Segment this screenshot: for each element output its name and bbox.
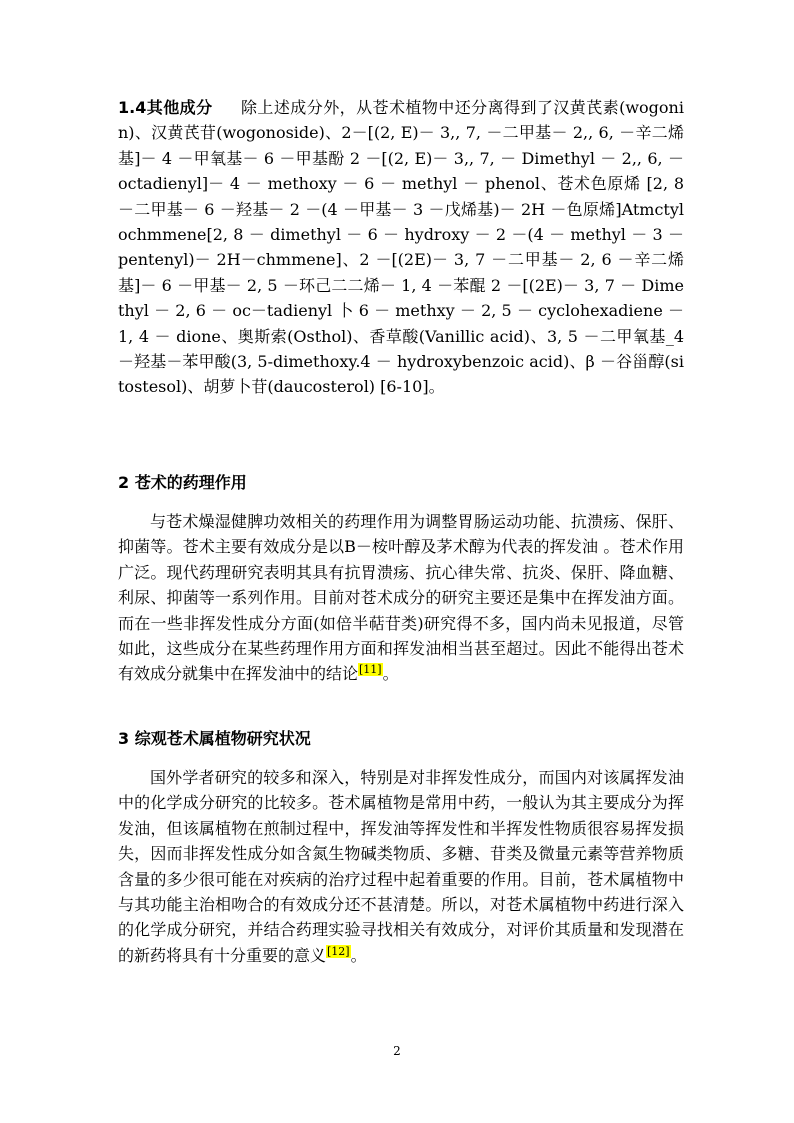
section-2-paragraph: [118, 509, 684, 687]
citation-12: [12]: [327, 944, 350, 958]
section-1-4-paragraph: [118, 95, 684, 400]
section-2-heading: 2 苍术的药理作用: [118, 473, 247, 492]
citation-11: [11]: [359, 663, 382, 677]
section-1-4-lead: 1.4其他成分: [118, 98, 213, 117]
section-1-4-text: 除上述成分外，从苍术植物中还分离得到了汉黄芪素(wogonin)、汉黄芪苷(wogonoside)、2－[(2, E)－ 3,, 7, －二甲基－ 2,, 6, －辛二烯基]－ 4 －甲氧基－ 6 －甲基酚 2 －[(2, E)－ 3,, 7, － Dimethyl － 2,, 6, － octadienyl]－ 4 － methoxy － 6 － methyl － phenol、苍术色原烯 [2, 8 －二甲基－ 6 －羟基－ 2 －(4 －甲基－ 3 －戊烯基)－ 2H －色原烯]Atmctylochmmene[2, 8 － dimethyl － 6 － hydroxy － 2 －(4 － methyl － 3 － pentenyl)－ 2H－chmmene]、2 －[(2E)－ 3, 7 －二甲基－ 2, 6 －辛二烯基]－ 6 －甲基－ 2, 5 －环己二二烯－ 1, 4 －苯醌 2 －[(2E)－ 3, 7 － Dimethyl － 2, 6 － oc－tadienyl 卜 6 － methxy － 2, 5 － cyclohexadiene － 1, 4 － dione、奥斯索(Osthol)、香草酸(Vanillic acid)、3, 5 －二甲氧基_4 －羟基－苯甲酸(3, 5-dimethoxy.4 － hydroxybenzoic acid)、β －谷甾醇(sitostesol)、胡萝卜苷(daucosterol) [6-10]。: [118, 98, 684, 397]
section-3-heading: 3 综观苍术属植物研究状况: [118, 729, 311, 748]
section-2-end: 。: [382, 664, 399, 684]
section-3-paragraph: [118, 765, 684, 968]
section-2-text: 与苍术燥湿健脾功效相关的药理作用为调整胃肠运动功能、抗溃疡、保肝、抑菌等。苍术主要有效成分是以B－桉叶醇及茅术醇为代表的挥发油 。苍术作用广泛。现代药理研究表明其具有抗胃溃疡、抗心律失常、抗炎、保肝、降血糖、利尿、抑菌等一系列作用。目前对苍术成分的研究主要还是集中在挥发油方面。而在一些非挥发性成分方面(如倍半萜苷类)研究得不多，国内尚未见报道，尽管如此，这些成分在某些药理作用方面和挥发油相当甚至超过。因此不能得出苍术有效成分就集中在挥发油中的结论: [118, 512, 684, 684]
section-3-end: 。: [350, 945, 367, 965]
page-number: 2: [393, 1044, 401, 1058]
section-3-text: 国外学者研究的较多和深入，特别是对非挥发性成分，而国内对该属挥发油中的化学成分研究的比较多。苍术属植物是常用中药，一般认为其主要成分为挥发油，但该属植物在煎制过程中，挥发油等挥发性和半挥发性物质很容易挥发损失，因而非挥发性成分如含氮生物碱类物质、多糖、苷类及微量元素等营养物质含量的多少很可能在对疾病的治疗过程中起着重要的作用。目前，苍术属植物中与其功能主治相吻合的有效成分还不甚清楚。所以，对苍术属植物中药进行深入的化学成分研究，并结合药理实验寻找相关有效成分，对评价其质量和发现潜在的新药将具有十分重要的意义: [118, 768, 684, 965]
